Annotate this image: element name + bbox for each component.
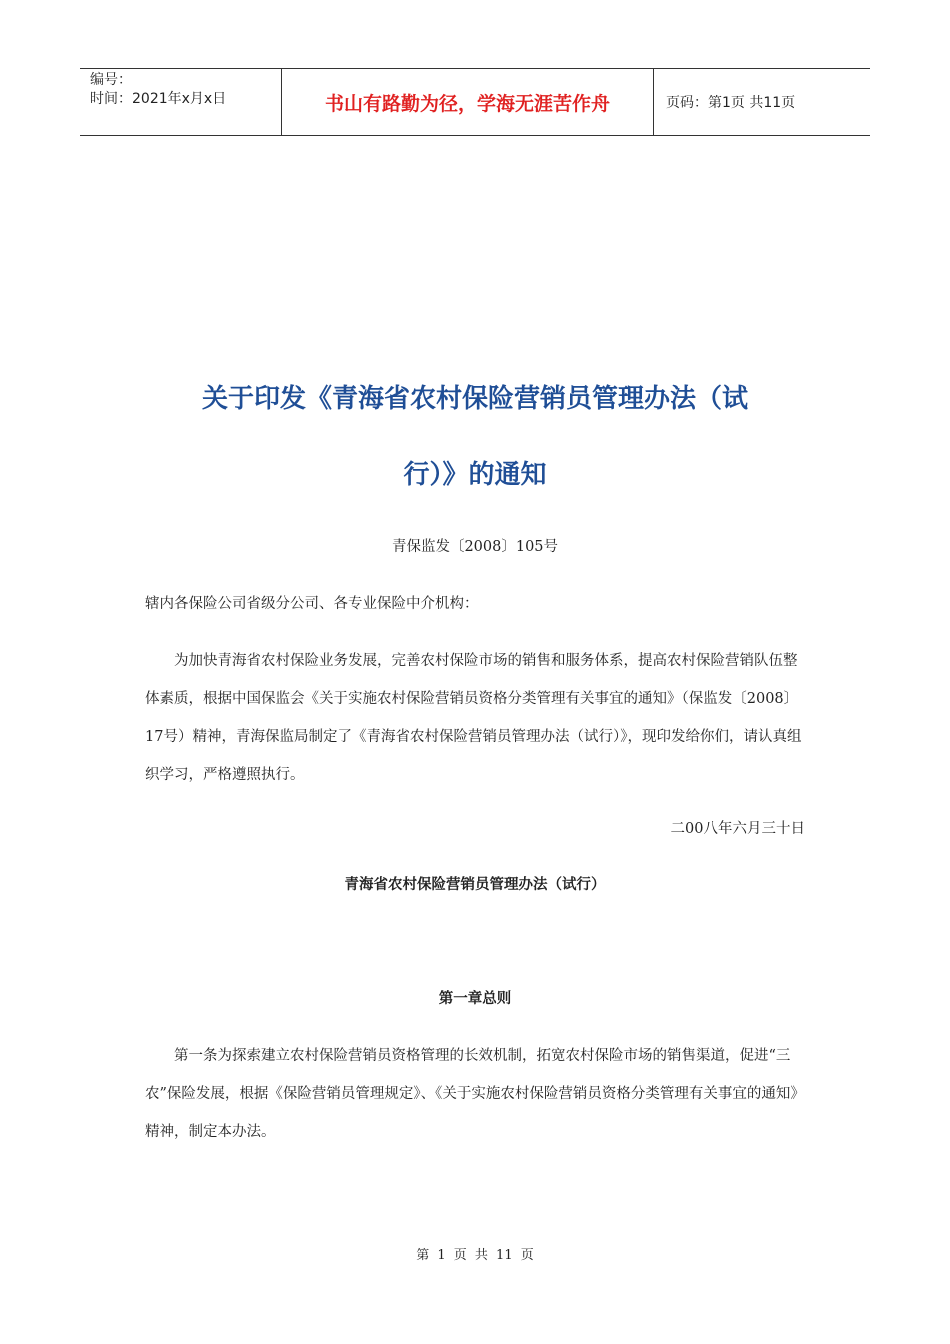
attachment-title: 青海省农村保险营销员管理办法（试行） (344, 877, 606, 893)
addressee: 辖内各保险公司省级分公司、各专业保险中介机构： (145, 596, 479, 612)
chapter-title: 第一章总则 (438, 991, 512, 1007)
article-1: 第一条为探索建立农村保险营销员资格管理的长效机制，拓宽农村保险市场的销售渠道，促进“三农”保险发展，根据《保险营销员管理规定》、《关于实施农村保险营销员资格分类管理有关事宜的通知》精神，制定本办法。 (145, 1048, 805, 1140)
body-paragraph: 为加快青海省农村保险业务发展，完善农村保险市场的销售和服务体系，提高农村保险营销队伍整体素质，根据中国保监会《关于实施农村保险营销员资格分类管理有关事宜的通知》（保监发〔2008〕17号）精神，青海保监局制定了《青海省农村保险营销员管理办法（试行）》，现印发给你们，请认真组织学习，严格遵照执行。 (145, 653, 802, 783)
page-footer: 第 1 页 共 11 页 (416, 1248, 534, 1263)
header-table (80, 68, 870, 136)
header-meta (80, 69, 281, 135)
header-motto: 书山有路勤为径，学海无涯苦作舟 (281, 69, 654, 135)
document-date: 二00八年六月三十日 (670, 821, 805, 837)
number-label: 编号： (90, 72, 132, 88)
header-page-info: 页码：第1页 共11页 (666, 95, 796, 111)
document-number: 青保监发〔2008〕105号 (391, 539, 559, 555)
document-title-line-1: 关于印发《青海省农村保险营销员管理办法（试 (201, 384, 748, 414)
time-label: 时间：2021年x月x日 (90, 91, 227, 107)
document-title-line-2: 行）》的通知 (403, 460, 547, 490)
